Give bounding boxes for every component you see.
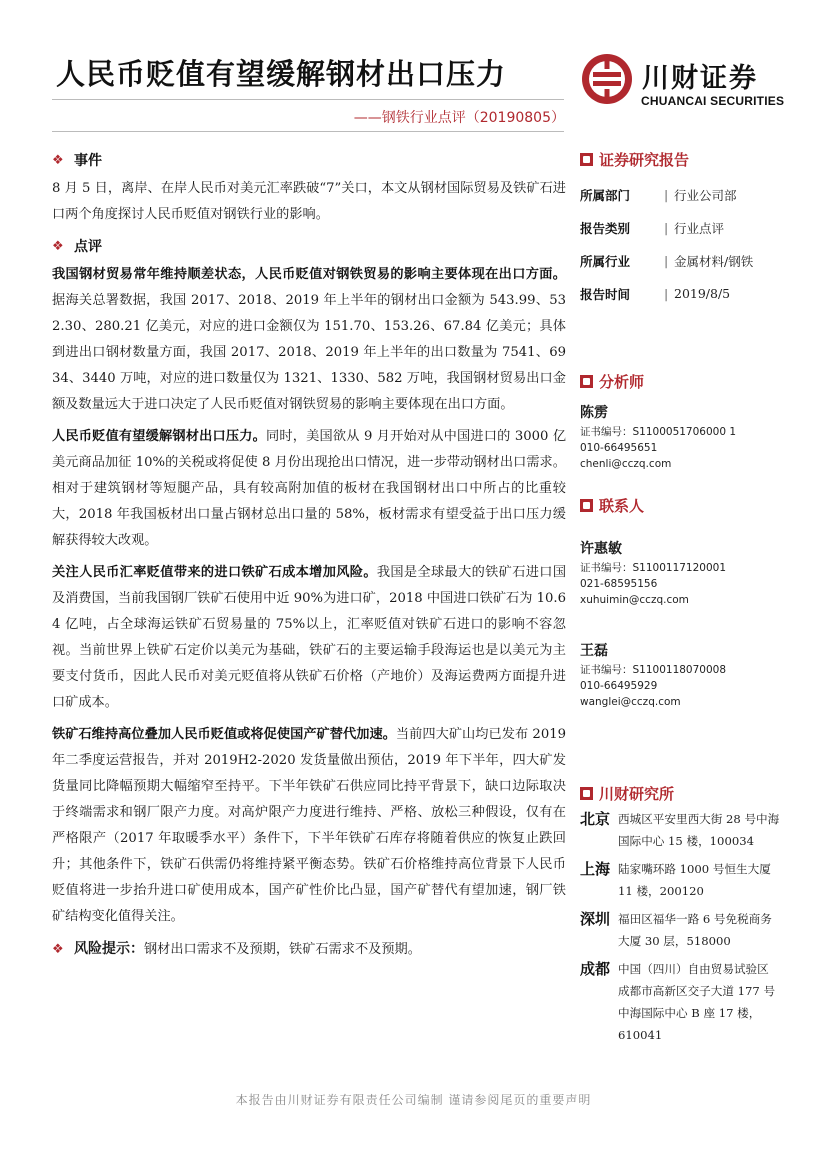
- report-subtitle: ——钢铁行业点评（20190805）: [353, 110, 565, 126]
- review-paragraph-lead: 关注人民币汇率贬值带来的进口铁矿石成本增加风险。: [52, 565, 377, 580]
- chuancai-logo-icon: [580, 52, 634, 106]
- analyst-email[interactable]: chenli@cczq.com: [580, 458, 672, 470]
- office-city: 成都: [580, 960, 611, 978]
- risk-warning: [52, 936, 566, 963]
- header-rule-bottom: [52, 131, 564, 132]
- header-rule-top: [52, 99, 564, 100]
- review-paragraph-lead: 铁矿石维持高位叠加人民币贬值或将促使国产矿替代加速。: [52, 727, 396, 742]
- analyst-name: 陈雳: [580, 405, 608, 421]
- office-shanghai: [580, 858, 780, 902]
- contact-cert: 证书编号：S1100118070008: [580, 664, 727, 676]
- office-beijing: [580, 808, 780, 852]
- report-title: 人民币贬值有望缓解钢材出口压力: [56, 57, 507, 91]
- office-city: 深圳: [580, 910, 611, 928]
- info-row-category: 报告类别 | 行业点评: [580, 220, 725, 236]
- office-chengdu: [580, 958, 780, 1046]
- report-info-heading: 证券研究报告: [580, 148, 780, 170]
- office-city: 北京: [580, 810, 611, 828]
- info-row-date: 报告时间 | 2019/8/5: [580, 286, 731, 302]
- contact-card: [580, 538, 780, 608]
- contact-phone: 010-66495929: [580, 680, 658, 692]
- office-address: 中国（四川）自由贸易试验区成都市高新区交子大道 177 号中海国际中心 B 座 17 楼，610041: [618, 962, 776, 1042]
- office-address: 福田区福华一路 6 号免税商务大厦 30 层，518000: [618, 912, 772, 948]
- risk-label: 风险提示：: [74, 941, 144, 957]
- contact-card: [580, 640, 780, 710]
- office-city: 上海: [580, 860, 611, 878]
- office-address: 陆家嘴环路 1000 号恒生大厦 11 楼，200120: [618, 862, 771, 898]
- square-bullet-icon: [580, 153, 593, 166]
- review-paragraph-3: [52, 560, 566, 716]
- contact-name: 许惠敏: [580, 541, 622, 557]
- brand-name-cn: 川财证券: [642, 63, 758, 94]
- review-heading: ❖ 点评: [52, 238, 102, 255]
- page-footer-disclaimer: 本报告由川财证券有限责任公司编制 谨请参阅尾页的重要声明: [235, 1093, 592, 1107]
- square-bullet-icon: [580, 375, 593, 388]
- contact-heading: 联系人: [580, 494, 780, 516]
- diamond-bullet-icon: ❖: [52, 152, 64, 168]
- review-paragraph-lead: 我国钢材贸易常年维持顺差状态，人民币贬值对钢铁贸易的影响主要体现在出口方面。: [52, 267, 566, 282]
- event-heading: ❖ 事件: [52, 152, 102, 169]
- analyst-card: [580, 402, 780, 472]
- analyst-heading: 分析师: [580, 370, 780, 392]
- analyst-phone: 010-66495651: [580, 442, 658, 454]
- review-paragraph-1: [52, 262, 566, 418]
- review-paragraph-2: [52, 424, 566, 554]
- brand-name-en: CHUANCAI SECURITIES: [641, 94, 785, 108]
- contact-cert: 证书编号：S1100117120001: [580, 562, 727, 574]
- main-content: [52, 148, 566, 963]
- review-paragraph-4: [52, 722, 566, 930]
- institute-heading: 川财研究所: [580, 782, 780, 804]
- contact-phone: 021-68595156: [580, 578, 658, 590]
- office-shenzhen: [580, 908, 780, 952]
- review-paragraph-body: 同时，美国欲从 9 月开始对从中国进口的 3000 亿美元商品加征 10%的关税或将促使 8 月份出现抢出口情况，进一步带动钢材出口需求。相对于建筑钢材等短腿产品，具有较高附加值的板材在我国钢材出口中所占的比重较大，2018 年我国板材出口量占钢材总出口量的 58%，板材需求有望受益于出口压力缓解获得较大改观。: [52, 429, 567, 548]
- square-bullet-icon: [580, 787, 593, 800]
- risk-text: 钢材出口需求不及预期，铁矿石需求不及预期。: [144, 942, 421, 957]
- event-text: 8 月 5 日，离岸、在岸人民币对美元汇率跌破“7”关口，本文从钢材国际贸易及铁矿石进口两个角度探讨人民币贬值对钢铁行业的影响。: [52, 181, 566, 222]
- contact-email[interactable]: wanglei@cczq.com: [580, 696, 681, 708]
- review-paragraph-body: 我国是全球最大的铁矿石进口国及消费国，当前我国钢厂铁矿石使用中近 90%为进口矿，2018 中国进口铁矿石为 10.64 亿吨，占全球海运铁矿石贸易量的 75%以上，汇率贬值对铁矿石进口的影响不容忽视。当前世界上铁矿石定价以美元为基础，铁矿石的主要运输手段海运也是以美元为主要支付货币，因此人民币对美元贬值将从铁矿石价格（产地价）及海运费两方面提升进口矿成本。: [52, 565, 567, 710]
- review-paragraph-body: 当前四大矿山均已发布 2019 年二季度运营报告，并对 2019H2-2020 发货量做出预估，2019 年下半年，四大矿发货量同比降幅预期大幅缩窄至持平。下半年铁矿石供应同比持平背景下，缺口边际取决于终端需求和钢厂限产力度。对高炉限产力度进行维持、严格、放松三种假设，仅有在严格限产（2017 年取暖季水平）条件下，下半年铁矿石库存将随着供应的恢复止跌回升；其他条件下，铁矿石供需仍将维持紧平衡态势。铁矿石价格维持高位背景下人民币贬值将进一步抬升进口矿使用成本，国产矿性价比凸显，国产矿替代有望加速，钢厂铁矿结构变化值得关注。: [52, 727, 566, 924]
- sidebar: [580, 148, 780, 1052]
- square-bullet-icon: [580, 499, 593, 512]
- contact-name: 王磊: [580, 643, 608, 659]
- contact-email[interactable]: xuhuimin@cczq.com: [580, 594, 689, 606]
- info-row-department: 所属部门 | 行业公司部: [580, 187, 737, 203]
- diamond-bullet-icon: ❖: [52, 238, 64, 254]
- review-paragraph-body: 据海关总署数据，我国 2017、2018、2019 年上半年的钢材出口金额为 543.99、532.30、280.21 亿美元，对应的进口金额仅为 151.70、153.26、67.84 亿美元；具体到进出口钢材数量方面，我国 2017、2018、2019 年上半年的出口数量为 7541、6934、3440 万吨，对应的进口数量仅为 1321、1330、582 万吨，我国钢材贸易出口金额及数量远大于进口决定了人民币贬值对钢铁贸易的影响主要体现在出口方面。: [52, 293, 566, 412]
- diamond-bullet-icon: ❖: [52, 942, 64, 957]
- review-paragraph-lead: 人民币贬值有望缓解钢材出口压力。: [52, 429, 266, 444]
- analyst-cert: 证书编号：S1100051706000 1: [580, 426, 737, 438]
- info-row-industry: 所属行业 | 金属材料/钢铁: [580, 253, 754, 269]
- office-address: 西城区平安里西大街 28 号中海国际中心 15 楼，100034: [618, 812, 780, 848]
